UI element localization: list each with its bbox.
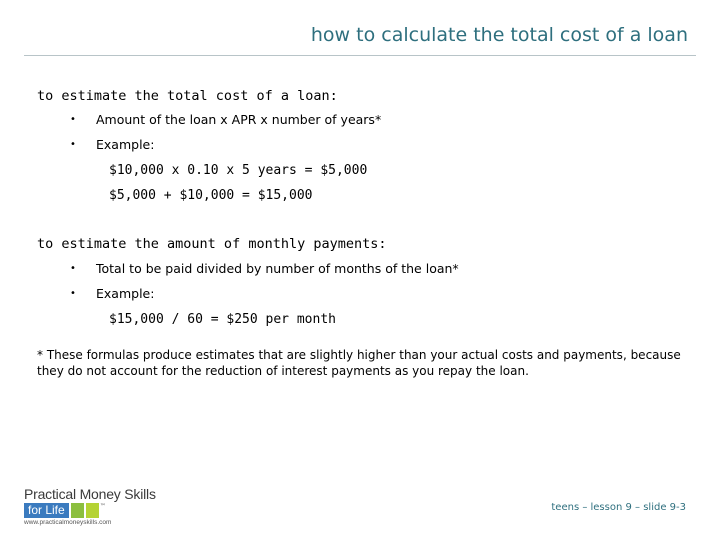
trademark-mark: ™	[99, 503, 106, 510]
section-heading-total-cost: to estimate the total cost of a loan:	[37, 88, 338, 104]
section-heading-monthly-payments: to estimate the amount of monthly payments:	[37, 236, 387, 252]
title-divider	[24, 55, 696, 56]
footnote: * These formulas produce estimates that are slightly higher than your actual costs and payments, because they do not account for the reduction of interest payments as you repay the loan.	[37, 348, 681, 378]
bullet-icon: •	[70, 114, 76, 125]
bullet-icon: •	[70, 288, 76, 299]
slide-title: how to calculate the total cost of a loan	[310, 24, 688, 46]
bullet-text: Total to be paid divided by number of months of the loan*	[96, 261, 459, 276]
practical-money-skills-logo	[24, 486, 164, 526]
bullet-icon: •	[70, 139, 76, 150]
formula-line: $5,000 + $10,000 = $15,000	[109, 188, 313, 203]
bullet-item	[70, 137, 154, 152]
formula-line: $15,000 / 60 = $250 per month	[109, 312, 336, 327]
bullet-item	[70, 112, 381, 127]
logo-green-square-icon	[71, 503, 84, 518]
logo-row	[24, 503, 164, 518]
slide-footer-label: teens – lesson 9 – slide 9-3	[551, 502, 686, 513]
logo-text-for-life: for Life	[24, 503, 69, 518]
bullet-text: Example:	[96, 286, 155, 301]
formula-line: $10,000 x 0.10 x 5 years = $5,000	[109, 163, 368, 178]
bullet-icon: •	[70, 263, 76, 274]
logo-url: www.practicalmoneyskills.com	[24, 519, 112, 526]
bullet-item	[70, 286, 154, 301]
logo-lime-square-icon	[86, 503, 99, 518]
bullet-text: Example:	[96, 137, 155, 152]
bullet-item	[70, 261, 459, 276]
bullet-text: Amount of the loan x APR x number of years*	[96, 112, 382, 127]
logo-text-primary: Practical Money Skills	[24, 486, 156, 502]
